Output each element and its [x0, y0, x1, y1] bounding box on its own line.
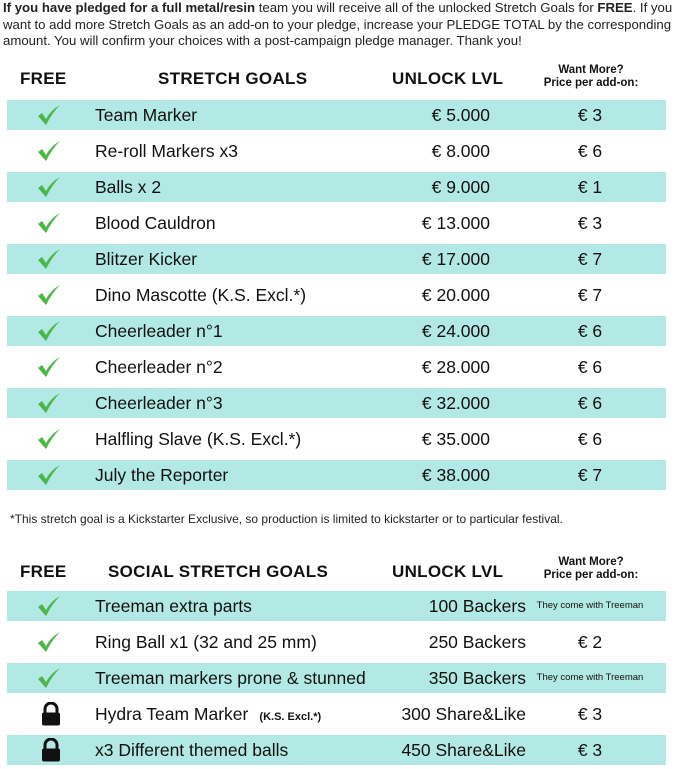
goal-name	[95, 699, 321, 729]
goal-name-text: Hydra Team Marker	[95, 704, 249, 724]
table-row	[7, 388, 666, 418]
goal-name	[95, 591, 252, 621]
check-icon	[36, 666, 62, 690]
status-cell	[21, 460, 57, 490]
table-row	[7, 280, 666, 310]
social-header-goals: SOCIAL STRETCH GOALS	[108, 562, 329, 581]
status-cell	[21, 172, 57, 202]
addon-price: € 3	[577, 213, 603, 233]
status-cell	[21, 699, 57, 729]
unlock-level: € 38.000	[421, 465, 490, 485]
addon-price: € 7	[577, 249, 603, 269]
goal-name	[95, 424, 301, 454]
unlock-level: € 24.000	[421, 321, 490, 341]
goal-name	[95, 172, 161, 202]
check-icon	[36, 139, 62, 163]
table-row	[7, 591, 666, 621]
goal-name	[95, 316, 223, 346]
status-cell	[21, 208, 57, 238]
status-cell	[21, 388, 57, 418]
goal-name	[95, 460, 228, 490]
addon-price: They come with Treeman	[536, 600, 644, 611]
goal-name-text: Blood Cauldron	[95, 213, 216, 233]
addon-price: € 3	[577, 740, 603, 760]
goal-name-text: Re-roll Markers x3	[95, 141, 238, 161]
status-cell	[21, 352, 57, 382]
goal-name	[95, 735, 288, 765]
check-icon	[36, 355, 62, 379]
goal-name-text: Cheerleader n°3	[95, 393, 223, 413]
table-row	[7, 244, 666, 274]
unlock-level: 300 Share&Like	[401, 704, 526, 724]
status-cell	[21, 627, 57, 657]
goal-name	[95, 136, 238, 166]
goal-name-text: Cheerleader n°2	[95, 357, 223, 377]
addon-price: € 7	[577, 285, 603, 305]
check-icon	[36, 175, 62, 199]
social-header-unlock: UNLOCK LVL	[392, 562, 504, 581]
goal-name-text: Team Marker	[95, 105, 198, 125]
table-row	[7, 316, 666, 346]
addon-price: € 6	[577, 321, 603, 341]
goal-name	[95, 208, 216, 238]
stretch-header-free: FREE	[20, 69, 67, 88]
check-icon	[36, 594, 62, 618]
goal-name	[95, 388, 223, 418]
addon-price: € 6	[577, 429, 603, 449]
social-header-want-more	[528, 556, 654, 582]
addon-price: € 3	[577, 105, 603, 125]
stretch-header-want-more	[528, 64, 654, 90]
intro-text-2: . If you want to add more Stretch Goals as an add-on to your pledge, increase your PLEDGE TOTAL by the corresponding amount. You will confirm your choices with a post-campaign pledge manager. Thank you!	[3, 0, 673, 48]
goal-name-text: Blitzer Kicker	[95, 249, 198, 269]
table-row	[7, 735, 666, 765]
intro-text	[3, 0, 679, 50]
status-cell	[21, 244, 57, 274]
want-more-line1: Want More?	[558, 64, 624, 76]
table-row	[7, 460, 666, 490]
check-icon	[36, 103, 62, 127]
unlock-level: € 35.000	[421, 429, 490, 449]
table-row	[7, 208, 666, 238]
check-icon	[36, 283, 62, 307]
lock-icon	[40, 738, 62, 762]
social-want-more-line1: Want More?	[558, 556, 624, 568]
status-cell	[21, 136, 57, 166]
unlock-level: 250 Backers	[428, 632, 526, 652]
status-cell	[21, 316, 57, 346]
table-row	[7, 663, 666, 693]
goal-name-text: x3 Different themed balls	[95, 740, 289, 760]
footnote: *This stretch goal is a Kickstarter Exclusive, so production is limited to kickstarter or to particular festival.	[10, 512, 563, 526]
goal-name	[95, 100, 197, 130]
check-icon	[36, 319, 62, 343]
goal-name-text: Balls x 2	[95, 177, 162, 197]
addon-price: € 2	[577, 632, 603, 652]
status-cell	[21, 663, 57, 693]
check-icon	[36, 391, 62, 415]
check-icon	[36, 247, 62, 271]
unlock-level: € 8.000	[431, 141, 490, 161]
goal-name-text: July the Reporter	[95, 465, 229, 485]
stretch-header-goals: STRETCH GOALS	[158, 69, 308, 88]
status-cell	[21, 100, 57, 130]
table-row	[7, 172, 666, 202]
addon-price: They come with Treeman	[536, 672, 644, 683]
intro-bold-1: If you have pledged for a full metal/resin	[3, 0, 256, 15]
addon-price: € 3	[577, 704, 603, 724]
status-cell	[21, 280, 57, 310]
table-row	[7, 100, 666, 130]
excl-label: (K.S. Excl.*)	[256, 711, 322, 723]
unlock-level: € 9.000	[431, 177, 490, 197]
intro-text-1: team you will receive all of the unlocked Stretch Goals for	[255, 0, 598, 15]
check-icon	[36, 630, 62, 654]
unlock-level: € 17.000	[421, 249, 490, 269]
social-header-free: FREE	[20, 562, 67, 581]
check-icon	[36, 463, 62, 487]
status-cell	[21, 424, 57, 454]
goal-name-text: Treeman markers prone & stunned	[95, 668, 366, 688]
lock-icon	[40, 702, 62, 726]
goal-name-text: Ring Ball x1 (32 and 25 mm)	[95, 632, 317, 652]
goal-name	[95, 244, 197, 274]
table-row	[7, 627, 666, 657]
table-row	[7, 352, 666, 382]
goal-name	[95, 280, 306, 310]
check-icon	[36, 427, 62, 451]
check-icon	[36, 211, 62, 235]
unlock-level: € 32.000	[421, 393, 490, 413]
table-row	[7, 136, 666, 166]
stretch-header-unlock: UNLOCK LVL	[392, 69, 504, 88]
unlock-level: € 28.000	[421, 357, 490, 377]
unlock-level: 350 Backers	[428, 668, 526, 688]
unlock-level: € 20.000	[421, 285, 490, 305]
unlock-level: € 5.000	[431, 105, 490, 125]
addon-price: € 6	[577, 357, 603, 377]
goal-name	[95, 663, 366, 693]
unlock-level: 450 Share&Like	[401, 740, 526, 760]
unlock-level: 100 Backers	[428, 596, 526, 616]
table-row	[7, 424, 666, 454]
addon-price: € 6	[577, 141, 603, 161]
table-row	[7, 699, 666, 729]
intro-bold-2: FREE	[597, 0, 633, 15]
goal-name-text: Treeman extra parts	[95, 596, 252, 616]
unlock-level: € 13.000	[421, 213, 490, 233]
addon-price: € 6	[577, 393, 603, 413]
goal-name-text: Halfling Slave (K.S. Excl.*)	[95, 429, 302, 449]
goal-name-text: Dino Mascotte (K.S. Excl.*)	[95, 285, 307, 305]
goal-name-text: Cheerleader n°1	[95, 321, 223, 341]
want-more-line2: Price per add-on:	[543, 77, 639, 89]
addon-price: € 1	[577, 177, 603, 197]
addon-price: € 7	[577, 465, 603, 485]
goal-name	[95, 352, 223, 382]
social-want-more-line2: Price per add-on:	[543, 569, 639, 581]
goal-name	[95, 627, 317, 657]
status-cell	[21, 591, 57, 621]
status-cell	[21, 735, 57, 765]
